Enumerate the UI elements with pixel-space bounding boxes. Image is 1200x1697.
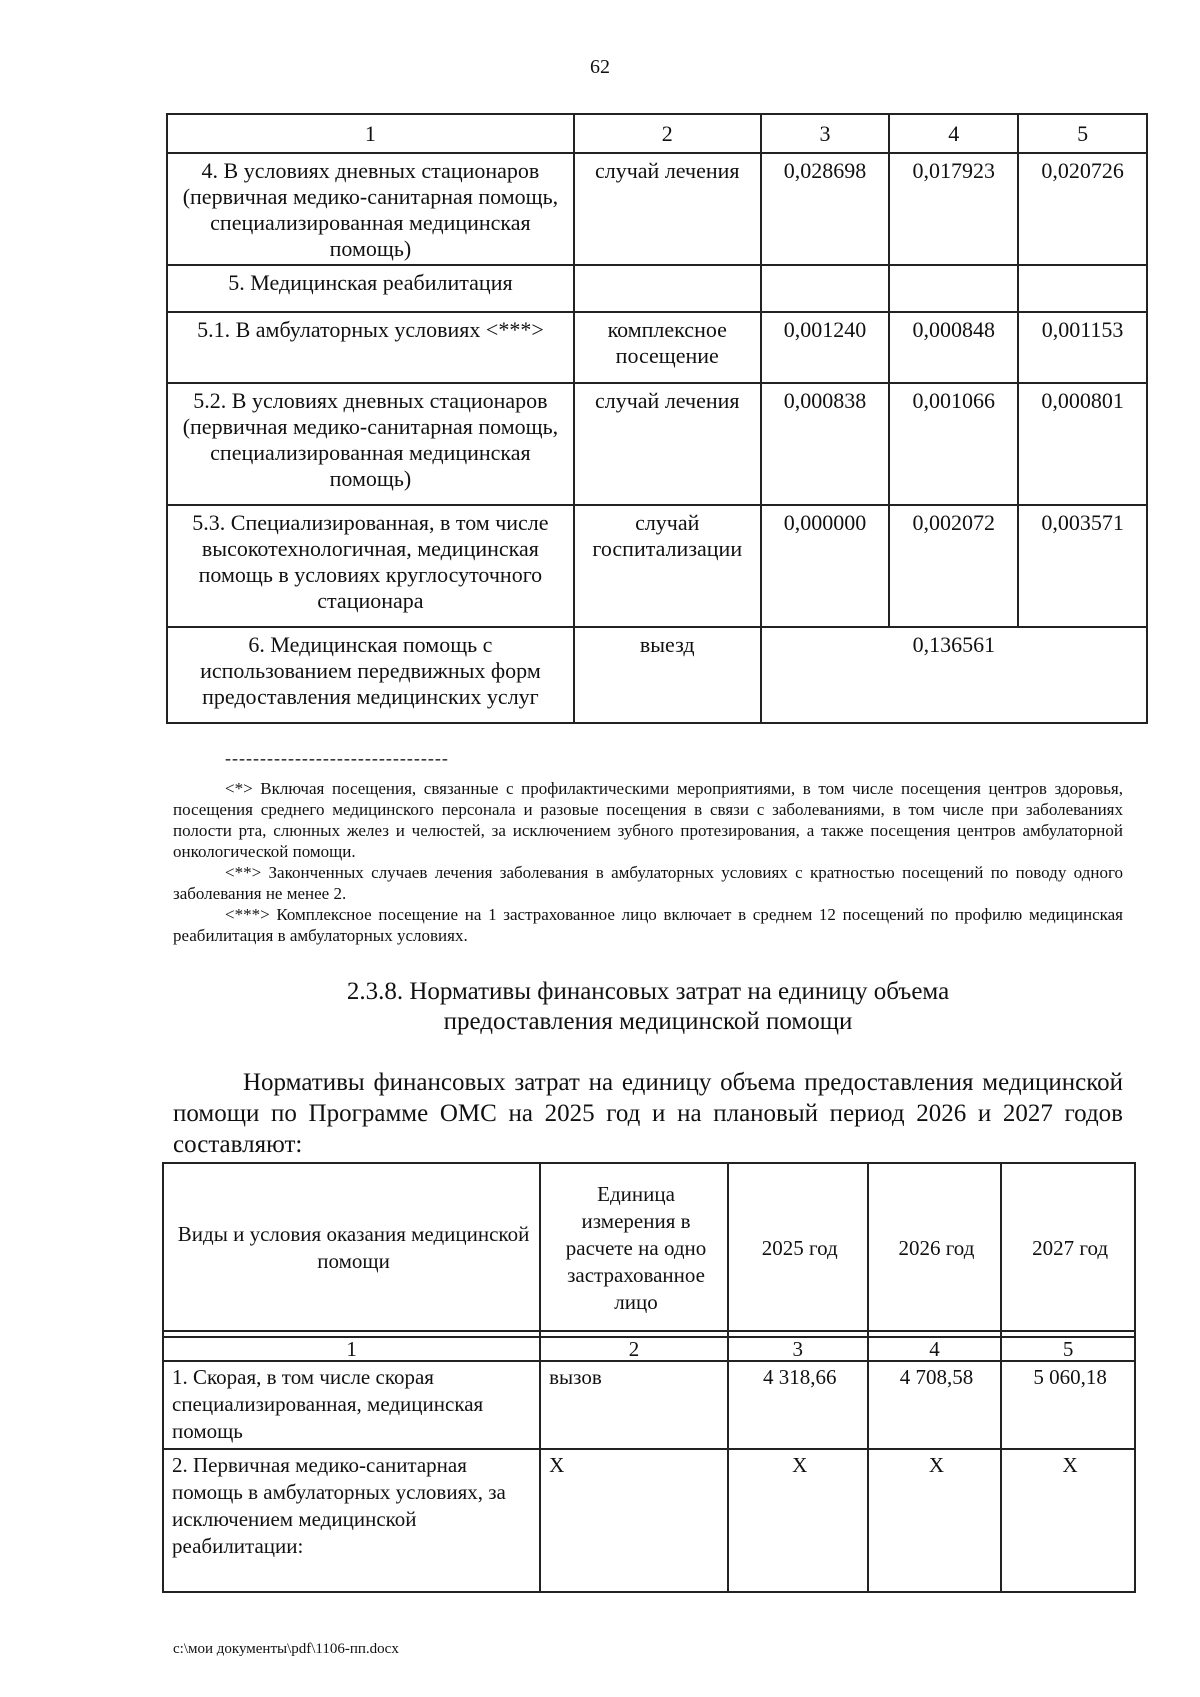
row-value-2027: 5 060,18: [1001, 1361, 1135, 1449]
row-name: 6. Медицинская помощь с использованием передвижных форм предоставления медицинских услуг: [167, 627, 574, 723]
row-name: 5.1. В амбулаторных условиях <***>: [167, 312, 574, 383]
row-value-2027: 0,020726: [1018, 153, 1147, 265]
row-name: 5.2. В условиях дневных стационаров (первичная медико-санитарная помощь, специализированная медицинская помощь): [167, 383, 574, 505]
row-value-2025: 0,000000: [761, 505, 890, 627]
table-header-row: [163, 1163, 1135, 1331]
row-value-2025: 0,000838: [761, 383, 890, 505]
row-value-2025: 4 318,66: [728, 1361, 868, 1449]
row-name: 2. Первичная медико-санитарная помощь в амбулаторных условиях, за исключением медицинской реабилитации:: [163, 1449, 540, 1592]
row-value-2027: X: [1001, 1449, 1135, 1592]
column-number: 2: [574, 114, 761, 153]
table-row: [163, 1449, 1135, 1592]
row-value-2025: 0,028698: [761, 153, 890, 265]
table-row: [163, 1361, 1135, 1449]
table-row: [167, 153, 1147, 265]
table-header-row: [167, 114, 1147, 153]
row-value-2026: 0,001066: [889, 383, 1018, 505]
row-unit: комплексное посещение: [574, 312, 761, 383]
row-value-2026: 0,002072: [889, 505, 1018, 627]
table-row: [167, 627, 1147, 723]
footnotes: [173, 778, 1123, 946]
section-heading: [173, 977, 1123, 1037]
financial-norms-table: [162, 1162, 1136, 1593]
header-unit: Единица измерения в расчете на одно застрахованное лицо: [540, 1163, 728, 1331]
page-number: 62: [590, 56, 610, 78]
table-row: [167, 312, 1147, 383]
row-unit: случай госпитализации: [574, 505, 761, 627]
row-value-2027: 0,003571: [1018, 505, 1147, 627]
row-value-2026: X: [868, 1449, 1002, 1592]
row-value-2025: [761, 265, 890, 312]
row-unit: случай лечения: [574, 383, 761, 505]
footnote-separator: --------------------------------: [225, 748, 449, 768]
row-value-2026: 4 708,58: [868, 1361, 1002, 1449]
row-value-2027: 0,000801: [1018, 383, 1147, 505]
row-unit: выезд: [574, 627, 761, 723]
column-number: 2: [540, 1337, 728, 1361]
norms-volume-table: [166, 113, 1148, 724]
row-value-merged: 0,136561: [761, 627, 1147, 723]
footnote: <**> Законченных случаев лечения заболевания в амбулаторных условиях с кратностью посещений по поводу одного заболевания не менее 2.: [173, 863, 1123, 903]
row-name: 4. В условиях дневных стационаров (первичная медико-санитарная помощь, специализированная медицинская помощь): [167, 153, 574, 265]
column-number: 3: [761, 114, 890, 153]
footnote: <***> Комплексное посещение на 1 застрахованное лицо включает в среднем 12 посещений по профилю медицинская реабилитация в амбулаторных условиях.: [173, 905, 1123, 945]
header-type: Виды и условия оказания медицинской помощи: [163, 1163, 540, 1331]
column-number: 3: [728, 1337, 868, 1361]
row-value-2026: 0,000848: [889, 312, 1018, 383]
table-number-row: [163, 1337, 1135, 1361]
column-number: 5: [1018, 114, 1147, 153]
row-value-2027: [1018, 265, 1147, 312]
header-2027: 2027 год: [1001, 1163, 1135, 1331]
row-name: 1. Скорая, в том числе скорая специализированная, медицинская помощь: [163, 1361, 540, 1449]
row-unit: случай лечения: [574, 153, 761, 265]
table-row: [167, 505, 1147, 627]
footnote: <*> Включая посещения, связанные с профилактическими мероприятиями, в том числе посещения центров здоровья, посещения среднего медицинского персонала и разовые посещения в связи с заболеваниями, в том числе при заболеваниях полости рта, слюнных желез и челюстей, за исключением зубного протезирования, а также посещения центров амбулаторной онкологической помощи.: [173, 779, 1123, 861]
row-value-2026: 0,017923: [889, 153, 1018, 265]
column-number: 5: [1001, 1337, 1135, 1361]
table-row: [167, 265, 1147, 312]
row-unit: X: [540, 1449, 728, 1592]
file-path: c:\мои документы\pdf\1106-пп.docx: [173, 1641, 399, 1657]
section-heading-line: 2.3.8. Нормативы финансовых затрат на единицу объема: [346, 978, 950, 1005]
row-value-2025: X: [728, 1449, 868, 1592]
row-value-2026: [889, 265, 1018, 312]
header-2026: 2026 год: [868, 1163, 1002, 1331]
column-number: 1: [167, 114, 574, 153]
intro-paragraph: Нормативы финансовых затрат на единицу объема предоставления медицинской помощи по Программе ОМС на 2025 год и на плановый период 2026 и 2027 годов составляют:: [173, 1069, 1123, 1158]
row-value-2025: 0,001240: [761, 312, 890, 383]
row-unit: вызов: [540, 1361, 728, 1449]
row-value-2027: 0,001153: [1018, 312, 1147, 383]
section-heading-line: предоставления медицинской помощи: [443, 1008, 853, 1035]
column-number: 4: [868, 1337, 1002, 1361]
table-row: [167, 383, 1147, 505]
header-2025: 2025 год: [728, 1163, 868, 1331]
column-number: 1: [163, 1337, 540, 1361]
row-name: 5.3. Специализированная, в том числе высокотехнологичная, медицинская помощь в условиях круглосуточного стационара: [167, 505, 574, 627]
row-unit: [574, 265, 761, 312]
column-number: 4: [889, 114, 1018, 153]
row-name: 5. Медицинская реабилитация: [167, 265, 574, 312]
